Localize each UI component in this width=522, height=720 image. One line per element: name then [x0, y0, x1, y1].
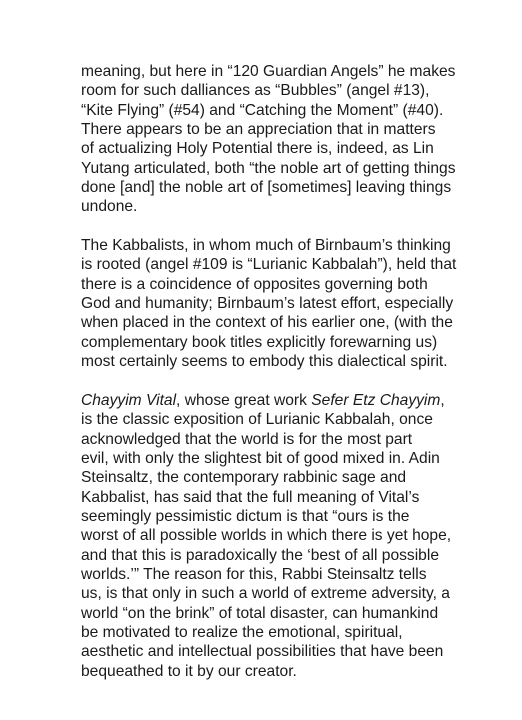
body-text	[81, 62, 481, 700]
text-line: worlds.’” The reason for this, Rabbi Steinsaltz tells	[81, 565, 427, 583]
text-line: complementary book titles explicitly forewarning us)	[81, 333, 438, 351]
paragraph-guardian-angels	[81, 62, 481, 217]
text-line: us, is that only in such a world of extreme adversity, a	[81, 585, 450, 603]
italic-name: Chayyim Vital	[81, 391, 177, 409]
text-line: when placed in the context of his earlier one, (with the	[81, 314, 453, 332]
text-line: world “on the brink” of total disaster, can humankind	[81, 604, 439, 622]
text-line: The Kabbalists, in whom much of Birnbaum’s thinking	[81, 237, 451, 255]
text-line: Kabbalist, has said that the full meaning of Vital’s	[81, 488, 420, 506]
text-line: worst of all possible worlds in which there is yet hope,	[81, 527, 452, 545]
text-line: is the classic exposition of Lurianic Kabbalah, once	[81, 411, 433, 429]
text-line: bequeathed to it by our creator.	[81, 662, 297, 680]
text-line: aesthetic and intellectual possibilities that have been	[81, 643, 444, 661]
text-line: acknowledged that the world is for the most part	[81, 430, 413, 448]
text-line: done [and] the noble art of [sometimes] leaving things	[81, 179, 452, 197]
text-line: most certainly seems to embody this dialectical spirit.	[81, 353, 448, 371]
text-line: is rooted (angel #109 is “Lurianic Kabbalah”), held that	[81, 256, 457, 274]
text-line: There appears to be an appreciation that in matters	[81, 121, 436, 139]
text-line: seemingly pessimistic dictum is that “ours is the	[81, 507, 410, 525]
paragraph-chayyim-vital	[81, 391, 481, 681]
text-line: “Kite Flying” (#54) and “Catching the Moment” (#40).	[81, 101, 444, 119]
text-run: , whose great work	[176, 391, 312, 409]
text-line: room for such dalliances as “Bubbles” (angel #13),	[81, 82, 430, 100]
text-line-first	[81, 391, 481, 410]
text-line: meaning, but here in “120 Guardian Angels” he makes	[81, 63, 456, 80]
text-line: there is a coincidence of opposites governing both	[81, 275, 428, 293]
text-line: be motivated to realize the emotional, spiritual,	[81, 623, 403, 641]
text-line: and that this is paradoxically the ‘best of all possible	[81, 546, 439, 564]
text-line: undone.	[81, 198, 138, 216]
text-line: evil, with only the slightest bit of good mixed in. Adin	[81, 449, 440, 467]
text-line: of actualizing Holy Potential there is, indeed, as Lin	[81, 140, 434, 158]
paragraph-kabbalists	[81, 236, 481, 371]
italic-work-title: Sefer Etz Chayyim	[311, 391, 441, 409]
text-line: Steinsaltz, the contemporary rabbinic sage and	[81, 469, 407, 487]
text-line: God and humanity; Birnbaum’s latest effort, especially	[81, 295, 454, 313]
text-line: Yutang articulated, both “the noble art of getting things	[81, 159, 456, 177]
text-run: ,	[440, 391, 445, 409]
